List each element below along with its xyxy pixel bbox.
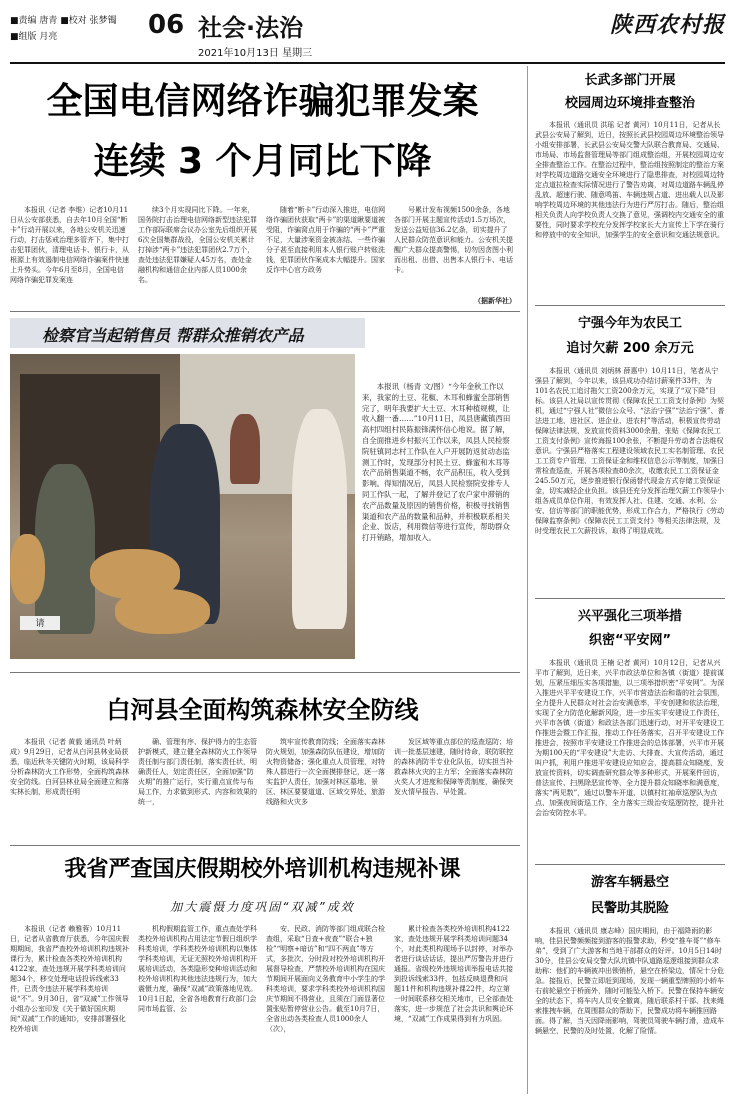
right4-title-line2: 民警助其脱险 — [590, 901, 669, 916]
lead-source: （据新华社） — [474, 296, 516, 305]
training-col-1: 本报讯（记者 赖雅蓉）10月11日，记者从省教育厅获悉，今年国庆假期期间，我省严查校外培训机构违规补课行为，累计检查各类校外培训机构4122家，查处违规开展学科类培训问题34个，移交处理电话投诉线索33件，已责令违法开展学科类培训说“不”。9月30日，省“双减”工作领导小组办公室印发《关于做好国庆期间“双减”工作的通知》，安排部署强化校外培训 — [10, 925, 129, 1033]
header-rule — [10, 62, 725, 64]
section-rule — [535, 305, 725, 306]
procurator-photo — [10, 354, 355, 659]
forest-title: 白河县全面构筑森林安全防线 — [106, 696, 419, 724]
lead-title-line1: 全国电信网络诈骗犯罪发案 — [46, 81, 479, 122]
column-divider — [527, 66, 528, 1094]
right1-title-line1: 长武多部门开展 — [584, 73, 676, 88]
training-col-4: 累计检查各类校外培训机构4122家，查处违规开展学科类培训问题34个，对此类机构现场予以封停，对举办者进行谈话话话，提出严厉警告并进行通报。省级校外违规培训举报电话共接到投诉线索33件，包括反映退费和问题11件和机构违规补课22件，均立第一时间联系移交相关地市，已全部查处落实，进一步规范了社会共识和舆论环境，“双减”工作成果得到有力巩固。 — [394, 925, 513, 1023]
right2-title-line2: 追讨欠薪 200 余万元 — [566, 341, 694, 356]
credit-line: ■责编 唐青 ■校对 张梦镯 — [10, 16, 117, 26]
right3-body: 本报讯（通讯员 王楠 记者 黄河）10月12日，记者从兴平市了解到，近日来，兴平市政法单位和各镇（街道）提前谋划，压紧压细压实各项措施，以三项举措织密“平安网”。为深入推进兴平平安建设工作，兴平市营造法治和谐的社会氛围，全力提升人民群众对社会治安满意率，平安创建和依法治理，实现了全力防范化解新风险，进一步压实平安建设工作责任，兴平市各镇（街道）和政法各部门迅速行动，对开平安建设工作推进会暨工作汇报，推动工作任务落实，召开平安建设工作推进会，按照市平安建设工作推进会的总体部署，兴平市开展为期100天的“平安建设”大走访、大排查、大宣传活动，通过叫户抓，利用户推进平安建设应知应会，提高群众知晓度，发放宣传资料，切实调查研究群众等多种形式，开展案件回访，普法宣传、扫黑除恶宣传等，全力提升群众知晓率和满意度，落实“两见数”，通过以警车开道、以镇村红袖章巡逻队为点点、加强夜间街巡工作，全力落实三级治安巡逻防控，提升社会治安防控水平。 — [535, 659, 725, 817]
right1-title-line2: 校园周边环境排查整治 — [564, 96, 695, 111]
header-credits — [10, 13, 117, 45]
training-col-3: 安、民政、消防等部门组成联合检查组，采取“日查+夜查”“联合+独检”“明察+暗访”和“四不两直”等方式，多批次、分时段对校外培训机构开展督导检查，严禁校外培训机构在国庆节期间开展面向义务教育中小学生的学科类培训，要求学科类校外培训机构国庆节期间不得营业，且须在门面显著位置张贴暂停营业公告。截至10月7日，全省出动各类检查人员1000余人（次）， — [266, 925, 385, 1033]
photo-potato-bag — [10, 534, 45, 604]
newspaper-logo: 陕西农村报 — [610, 12, 726, 38]
lead-title-line2: 连续 3 个月同比下降 — [93, 141, 432, 182]
section-rule — [535, 598, 725, 599]
section-rule — [535, 864, 725, 865]
photo-person — [230, 414, 260, 484]
credit-line: ■组版 月亮 — [10, 32, 58, 42]
forest-col-2: 确、管理有序、保护得力的生态管护新模式，建立健全森林防火工作领导责任制与部门责任制，落实责任状，明确责任人，划定责任区，全面加强“防火期”的推广运行，实行重点宣传与布局工作，力求做到形式、内容和效果的统一， — [138, 738, 257, 806]
section-rule — [10, 672, 520, 673]
photo-potato-bag — [115, 589, 210, 634]
page-number: 06 — [148, 10, 185, 40]
right3-title-line2: 织密“平安网” — [588, 633, 672, 648]
forest-col-3: 筑牢宣传教育防线；全面落实森林防火规划，加强森防队伍建设，增加防火物资储备；强化重点人员管理，对特殊人群进行一次全面摸排登记，逐一落实监护人责任，加强对林区墓地、景区、林区要要道道、区域交界处、旅游线路和火灾多 — [266, 738, 385, 806]
right4-title-line1: 游客车辆悬空 — [590, 875, 669, 890]
procurator-banner — [10, 318, 365, 348]
lead-col-4: 号累计发布视频1500余条，各地各部门开展主题宣传活动1.5万场次，发送公益短信36.2亿条，切实提升了人民群众防范意识和能力。公安机关提醒广大群众提高警惕，切勿因贪图小利而出租、出借、出售本人银行卡、电话卡。 — [394, 206, 513, 274]
training-col-2: 机构假期监管工作，重点查处学科类校外培训机构占用法定节假日组织学科类培训，学科类校外培训机构以集体学科类培训，无证无照校外培训机构开展培训活动，各类隐形变种培训活动和校外培训机构其他违法违规行为，加大震慑力度，确保“双减”政策落地见效。10月1日起，全省各地教育行政部门会同市场监管、公 — [138, 925, 258, 1013]
lead-col-2: 续3个月实现同比下降。一年来，国务院打击治理电信网络新型违法犯罪工作部际联席会议办公室先后组织开展6次全国集群战役，全国公安机关累计打掉涉“两卡”违法犯罪团伙2.7万个，查处违法犯罪嫌疑人45万名，查处金融机构和通信企业内部人员1000余名。 — [138, 206, 257, 284]
right1-body: 本报讯（通讯员 洪瑶 记者 黄河）10月11日，记者从长武县公安局了解到，近日，按照长武县校园周边环境整治领导小组安排部署，长武县公安局交警大队联合教育局、交通局、市场局、市场监督管理局等部门组成整治组，开展校园周边安全排查整治工作。在整治过程中，整治组按照制定的整治方案对学校周边道路交通安全环境进行了隐患排查，对校园周边特定点道拉检查实际情况进行了警告劝离，对周边道路车辆乱停乱放、超速行驶、随意鸣笛、车辆违规占道、进出载人以及影响学校周边环境的其他违法行为进行严厉打击。随后，整治组相关负责人向学校负责人交换了意见，强调校内交通安全的重要性，同时要求学校充分发挥学校家长大力宣传上下学在骑行和停放中的安全知识，加强学生的安全意识和交通法规意识。 — [535, 121, 724, 239]
photo-person — [35, 464, 95, 634]
forest-col-1: 本报讯（记者 黄毅 通讯员 叶炳成）9月29日，记者从白河县林业局获悉，临近秋冬关键防火时期，该局科学分析森林防火工作形势，全面构筑森林安全防线。白河县林业局全面建立和落实林长制，形成责任明 — [10, 738, 129, 796]
lead-col-3: 随着“断卡”行动深入推进，电信网络诈骗团伙获取“两卡”的渠道瞅要道被受阻，诈骗窝点用于诈骗的“两卡”严重不足，大量涉案资金被冻结、一些诈骗分子甚至直接利用本人银行账户转账洗钱，犯罪团伙作案成本大幅提升。国家反诈中心官方政务 — [266, 206, 386, 274]
procurator-title: 检察官当起销售员 帮群众推销农产品 — [42, 326, 304, 345]
procurator-body: 本报讯（杨青 文/图）“今年金秋工作以来，我家的土豆、花椒、木耳和蜂蜜全部销售完了，明年我要扩大土豆、木耳种植规模，让收入翻一番……”10月11日，凤县唐藏镇西田高村四组村民陈振锋满怀信心地说。据了解，自全面推进乡村振兴工作以来，凤县人民检察院驻镇同志村工作队在入户开展防返贫动态监测工作时，发现部分村民土豆、蜂蜜和木耳等农产品销售渠道不畅，农产品积压，收入受到影响。得知情况后，凤县人民检察院安排专人同工作队一起，了解并登记了农户家中滞销的农产品数量及原因的销售价格，积极寻找销售渠道和农产品的数量和品种，并积极联系相关企业、饭店，利用微信等进行宣传，帮助群众打开销路，增加收入。 — [362, 382, 511, 543]
right2-title-line1: 宁强今年为农民工 — [577, 316, 682, 331]
right4-body: 本报讯（通讯员 康志峰）国庆期间，由于福降雨的影响，佳县民警频频接到游客的报警求助，秒变“推车哥”“修车弟”，受到了广大游客和当地干部群众的好评。10月5日14时30分，佳县公安局交警大队坑镇中队道路巡逻组接到群众求助称：他们的车辆被冲出锁销桥，悬空在桥梁边，情况十分危急。接报后，民警立即赶到现场，发现一辆重型牌照的小轿车右前轮悬空于桥面外，随时可能坠入桥下。民警在保持车辆安全的状态下，将车内人员安全撤离，随后联系村干部、找来绳索推拽车辆，在周围群众的帮助下，民警成功将车辆推回路面。得了解，当天因降雨影响，驾驶员驾驶车辆打滑，造成车辆悬空，民警的及时处置，化解了险情。 — [535, 927, 724, 1035]
photo-sign: 请 — [20, 616, 60, 630]
issue-date: 2021年10月13日 星期三 — [198, 48, 313, 59]
section-title: 社会·法治 — [198, 14, 304, 42]
lead-col-1: 本报讯（记者 李维）记者10月11日从公安部获悉，自去年10月全国“断卡”行动开展以来，各地公安机关迅速行动，打击惩戒治理多管齐下，集中打击犯罪团伙，清理电话卡、银行卡，从根源上有效遏制电信网络诈骗案件快速上升势头。今年6月至8月，全国电信网络诈骗犯罪发案连 — [10, 206, 129, 284]
section-rule — [10, 845, 520, 846]
training-subtitle: 加大震慑力度巩固“双减”成效 — [170, 900, 355, 914]
forest-col-4: 发区域等重点部位的巡查巡防；培训一批基层速建，随时待命，联防联控的森林消防半专业化队伍，切实担当补救森林火灾的主力军；全面落实森林防火奖人才进度和保障等责制度，确保突发火情早报告、早处置。 — [394, 738, 513, 796]
right3-title-line1: 兴平强化三项举措 — [577, 609, 682, 624]
section-rule — [10, 311, 520, 312]
training-title: 我省严查国庆假期校外培训机构违规补课 — [64, 857, 461, 882]
right2-body: 本报讯（通讯员 刘炳林 薛惠中）10月11日，笔者从宁强县了解到，今年以来，该县成功办结讨薪案件33件，为101名农民工追讨拖欠工资200余万元，实现了“双下降”目标。该县人社局以宣传贯彻《保障农民工工资支付条例》为契机，通过“宁强人社”微信公众号、“法治宁强”“法治宁强”、普法进工地、进社区、进企业、进农村”等活动，积极宣传劳动保障法律法规，发放宣传资料3000余册，张贴《保障农民工工资支付条例》宣传海报100余张，不断提升劳动者合法维权意识。宁强县严格落实工程建设领域农民工实名制管理、农民工工资专户管理、工资保证金和维权信息公示等制度，加强日常检查巡查，开展各项检查80余次，收缴农民工工资保证金245.50万元，逐步推进银行保函替代现金方式存储工资保证金，切实减轻企业负担。该县还充分发挥治理欠薪工作领导小组各成员单位作用，有效发挥人社、住建、交通、水利、公安、信访等部门的职能优势，形成工作合力，严格执行《劳动保障监察条例》《保障农民工工资支付》等相关法律法规，及时受理农民工欠薪投诉，取得了明显成效。 — [535, 367, 725, 535]
photo-person — [292, 409, 347, 629]
